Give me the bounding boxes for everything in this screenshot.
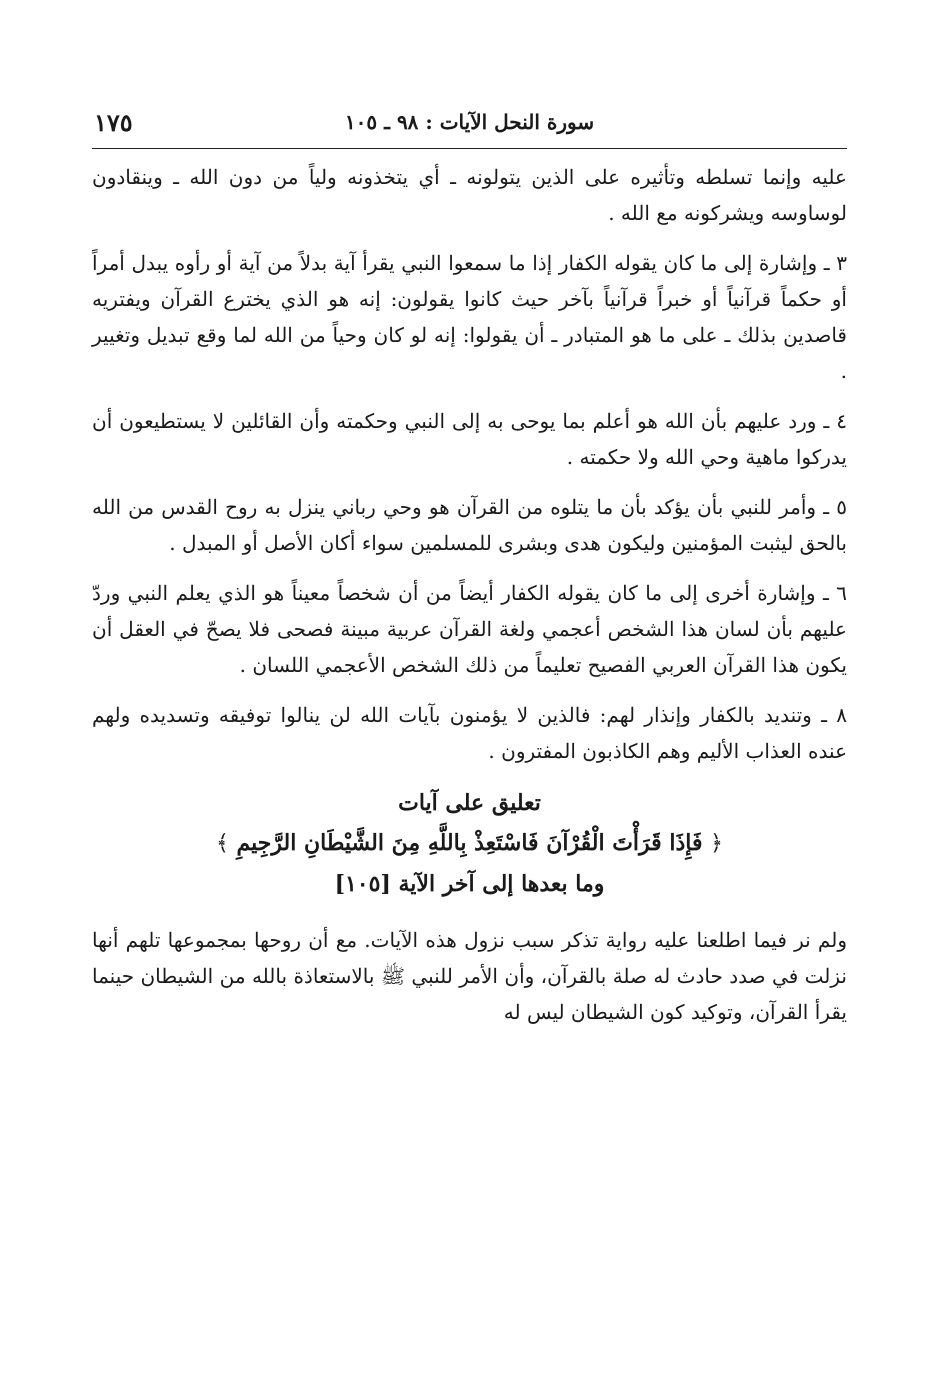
paragraph-1: عليه وإنما تسلطه وتأثيره على الذين يتولونه ـ أي يتخذونه ولياً من دون الله ـ وينقادون لوساوسه ويشركونه مع الله . — [92, 165, 847, 225]
book-page — [92, 100, 847, 1340]
quran-verse-line — [92, 823, 847, 864]
closing-paragraph: ولم نر فيما اطلعنا عليه رواية تذكر سبب نزول هذه الآيات. مع أن روحها بمجموعها تلهم أنها نزلت في صدد حادث له صلة بالقرآن، وأن الأمر للنبي ﷺ بالاستعاذة بالله من الشيطان حينما يقرأ القرآن، وتوكيد كون الشيطان ليس له — [92, 928, 847, 1024]
quran-open-bracket: ﴿ — [710, 831, 724, 856]
heading-subtitle: وما بعدها إلى آخر الآية [١٠٥] — [334, 871, 605, 897]
quran-close-bracket: ﴾ — [215, 831, 229, 856]
page-header — [92, 100, 847, 149]
quran-verse: فَإِذَا قَرَأْتَ الْقُرْآنَ فَاسْتَعِذْ بِاللَّهِ مِنَ الشَّيْطَانِ الرَّجِيمِ — [236, 830, 703, 856]
page-body — [92, 159, 847, 1030]
paragraph-4: ٥ ـ وأمر للنبي بأن يؤكد بأن ما يتلوه من القرآن هو وحي رباني ينزل به روح القدس من الله بالحق ليثبت المؤمنين وليكون هدى وبشرى للمسلمين سواء أكان الأصل أو المبدل . — [92, 495, 847, 555]
heading-title: تعليق على آيات — [398, 790, 541, 816]
paragraph-5: ٦ ـ وإشارة أخرى إلى ما كان يقوله الكفار أيضاً من أن شخصاً معيناً هو الذي يعلم النبي وردّ عليهم بأن لسان هذا الشخص أعجمي ولغة القرآن عربية مبينة فصحى فلا يصحّ في العقل أن يكون هذا القرآن العربي الفصيح تعليماً من ذلك الشخص الأعجمي اللسان . — [92, 581, 847, 677]
running-title: سورة النحل الآيات : ٩٨ ـ ١٠٥ — [344, 110, 595, 134]
paragraph-3: ٤ ـ ورد عليهم بأن الله هو أعلم بما يوحى به إلى النبي وحكمته وأن القائلين لا يستطيعون أن يدركوا ماهية وحي الله ولا حكمته . — [92, 409, 847, 469]
section-heading — [92, 783, 847, 904]
paragraph-2: ٣ ـ وإشارة إلى ما كان يقوله الكفار إذا ما سمعوا النبي يقرأ آية بدلاً من آية أو رأوه يبدل أمراً أو حكماً قرآنياً أو خبراً قرآنياً بآخر حيث كانوا يقولون: إنه هو الذي يخترع القرآن ويفتريه قاصدين بذلك ـ على ما هو المتبادر ـ أن يقولوا: إنه لو كان وحياً من الله لما وقع تبديل وتغيير . — [92, 251, 847, 383]
paragraph-6: ٨ ـ وتنديد بالكفار وإنذار لهم: فالذين لا يؤمنون بآيات الله لن ينالوا توفيقه وتسديده ولهم عنده العذاب الأليم وهم الكاذبون المفترون . — [92, 703, 847, 763]
page-number: ١٧٥ — [94, 108, 133, 137]
